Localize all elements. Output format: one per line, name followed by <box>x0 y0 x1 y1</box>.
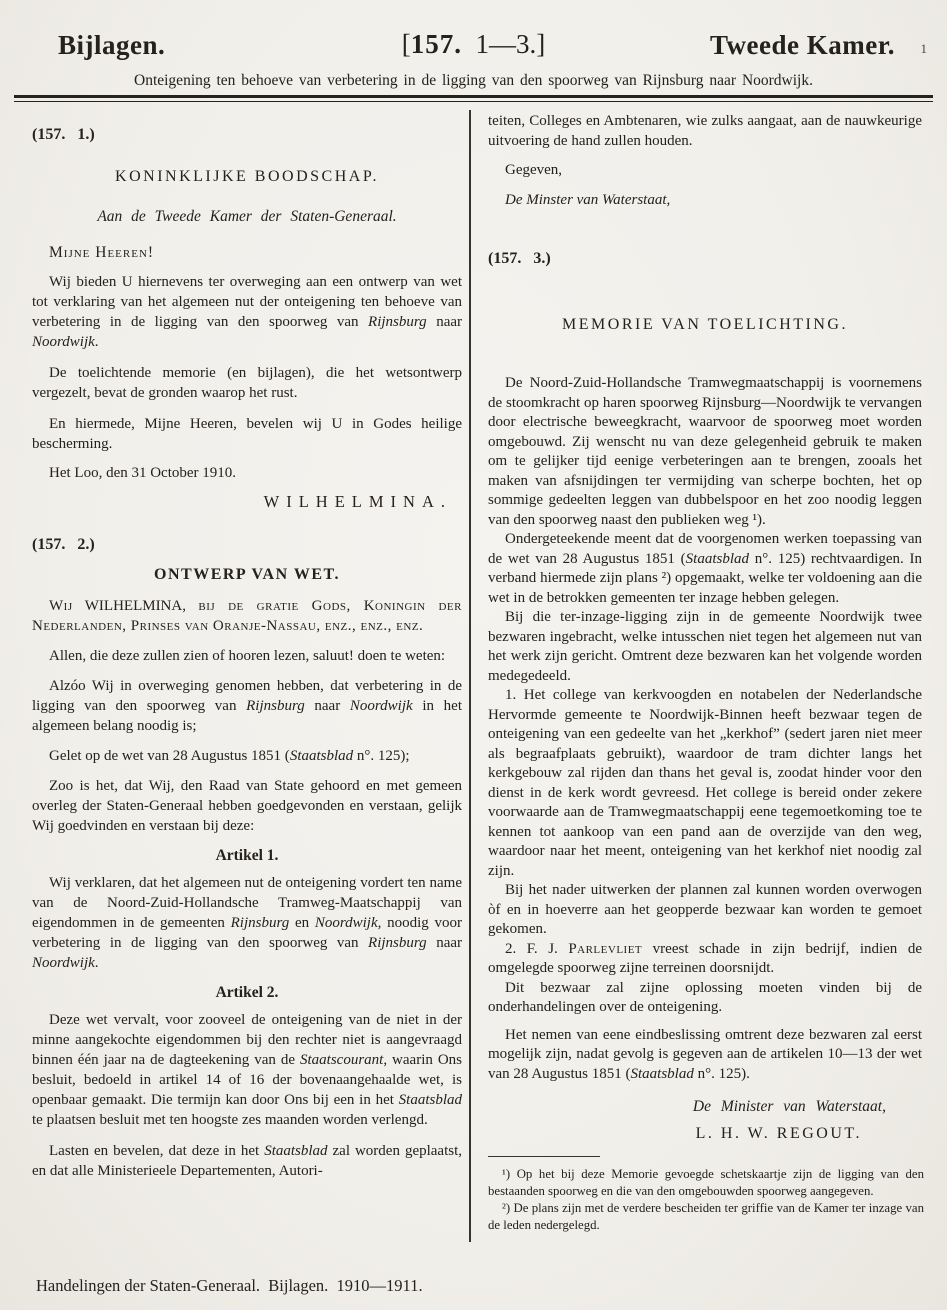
header-chamber-label: Tweede Kamer. <box>710 30 895 60</box>
doc1-title: KONINKLIJKE BOODSCHAP. <box>115 168 379 185</box>
doc2-artikel2-text: Deze wet vervalt, voor zooveel de onteigening van de niet in der minne aangekochte eigendommen bij den rechter niet is aangevraagd binnen één jaar na de dagteekening van de Staatscourant, waarin Ons besluit, bedoeld in artikel 14 of 16 der bovenaangehaalde wet, is openbaar gemaakt. Die termijn kan door Ons bij een in het Staatsblad te plaatsen besluit met ten hoogste zes maanden worden verlengd. <box>32 1012 462 1128</box>
left-column <box>32 112 462 1181</box>
doc1-address: Aan de Tweede Kamer der Staten-Generaal. <box>97 208 397 225</box>
footnotes-block <box>488 1156 924 1234</box>
header-rule-thin <box>14 101 933 102</box>
column-divider <box>469 110 471 1242</box>
header-section-label: Bijlagen. <box>58 30 166 60</box>
doc2-artikel1-heading: Artikel 1. <box>215 847 279 864</box>
doc2-paragraph-zoo: Zoo is het, dat Wij, den Raad van State gehoord en met gemeen overleg der Staten-Generaal hebben goedgevonden en verstaan, gelijk Wij goedvinden en verstaan bij deze: <box>32 778 462 834</box>
doc1-number: (157. 1.) <box>32 126 95 143</box>
doc3-signature-role: De Minister van Waterstaat, <box>692 1098 886 1115</box>
doc2-paragraph-alzoo: Alzóo Wij in overweging genomen hebben, dat verbetering in de ligging van den spoorweg van Rijnsburg naar Noordwijk in het algemeen belang noodig is; <box>32 678 462 734</box>
doc3-paragraph-3: Bij die ter-inzage-ligging zijn in de gemeente Noordwijk twee bezwaren ingebracht, welke intusschen niet tegen het algemeen nut van het werk zijn gericht. Omtrent deze bezwaren kan het volgende worden medegedeeld. <box>488 609 922 684</box>
doc3-paragraph-5: Bij het nader uitwerken der plannen zal kunnen worden overwogen òf en in hoeverre aan het geopperde bezwaar kan worden te gemoet gekomen. <box>488 882 922 937</box>
doc1-paragraph-2: De toelichtende memorie (en bijlagen), die het wetsontwerp vergezelt, bevat de gronden waarop het rust. <box>32 365 462 401</box>
doc1-dateline: Het Loo, den 31 October 1910. <box>49 465 237 481</box>
page-number: 1 <box>920 41 927 56</box>
doc2-gegeven: Gegeven, <box>505 162 563 178</box>
doc2-minister-line: De Minster van Waterstaat, <box>505 191 671 208</box>
doc2-continuation: teiten, Colleges en Ambtenaren, wie zulks aangaat, aan de nauwkeurige uitvoering de hand zullen houden. <box>488 113 922 149</box>
right-column <box>488 112 922 1143</box>
doc2-paragraph-lasten: Lasten en bevelen, dat deze in het Staatsblad zal worden geplaatst, en dat alle Ministerieele Departementen, Autori- <box>32 1143 463 1179</box>
header-rule-thick <box>14 95 933 98</box>
doc2-artikel2-heading: Artikel 2. <box>215 984 279 1001</box>
doc2-paragraph-gelet: Gelet op de wet van 28 Augustus 1851 (Staatsblad n°. 125); <box>49 748 410 764</box>
doc3-signature-name: L. H. W. REGOUT. <box>695 1125 862 1142</box>
doc3-paragraph-8: Het nemen van eene eindbeslissing omtrent deze bezwaren zal eerst mogelijk zijn, nadat gevolg is gegeven aan de artikelen 10—13 der wet van 28 Augustus 1851 (Staatsblad n°. 125). <box>488 1026 922 1082</box>
footnote-rule <box>488 1156 600 1157</box>
doc2-preamble: Wij WILHELMINA, bij de gratie Gods, Koningin der Nederlanden, Prinses van Oranje-Nassau, enz., enz., enz. <box>32 598 462 634</box>
doc1-paragraph-1: Wij bieden U hiernevens ter overweging aan een ontwerp van wet tot verklaring van het algemeen nut der onteigening ten behoeve van verbetering in de ligging van den spoorweg van Rijnsburg naar Noordwijk. <box>32 274 462 350</box>
doc3-paragraph-4: 1. Het college van kerkvoogden en notabelen der Nederlandsche Hervormde gemeente te Noordwijk-Binnen heeft bezwaar tegen de onteigening van een gedeelte van het „kerkhof” (sedert jaren niet meer als begraafplaats gebruikt), waardoor de tram dichter langs het kerkgebouw zal rijden dan thans het geval is, zoodat hinder voor den dienst in de kerk wordt gevreesd. Het college is bereid onder zekere voorwaarde aan de Tramwegmaatschappij eene tegemoetkoming toe te kennen tot aankoop van een pand aan de overzijde van den weg, waardoor naar het meent, onteigening van het kerkhof niet noodig zal zijn. <box>488 687 922 879</box>
footnote-2: ²) De plans zijn met de verdere bescheiden ter griffie van de Kamer ter inzage van de leden nedergelegd. <box>488 1201 924 1232</box>
doc3-title: MEMORIE VAN TOELICHTING. <box>562 316 848 333</box>
doc2-paragraph-allen: Allen, die deze zullen zien of hooren lezen, saluut! doen te weten: <box>49 648 446 664</box>
doc3-number: (157. 3.) <box>488 250 551 267</box>
doc2-title: ONTWERP VAN WET. <box>154 566 340 583</box>
header-document-number: [157. 1—3.] <box>401 29 546 59</box>
doc2-artikel1-text: Wij verklaren, dat het algemeen nut de onteigening vordert ten name van de Noord-Zuid-Hollandsche Tramweg-Maatschappij van eigendommen in de gemeenten Rijnsburg en Noordwijk, noodig voor verbetering in de ligging van den spoorweg van Rijnsburg naar Noordwijk. <box>32 875 462 971</box>
doc2-number: (157. 2.) <box>32 536 95 553</box>
footnote-1: ¹) Op het bij deze Memorie gevoegde schetskaartje zijn de ligging van den bestaanden spoorweg en die van den omgebouwden spoorweg aangegeven. <box>488 1167 924 1198</box>
doc3-paragraph-2: Ondergeteekende meent dat de voorgenomen werken toepassing van de wet van 28 Augustus 1851 (Staatsblad n°. 125) rechtvaardigen. In verband hiermede zijn plans ²) opgemaakt, welke ter voldoening aan die wet in de betrokken gemeenten ter inzage hebben gelegen. <box>488 531 922 606</box>
doc3-paragraph-1: De Noord-Zuid-Hollandsche Tramwegmaatschappij is voornemens de stoomkracht op haren spoorweg Rijnsburg—Noordwijk te vervangen door electrische beweegkracht, waarvoor de spoorweg moet worden omgebouwd. Zij wenscht nu van deze gelegenheid gebruik te maken om te gelijker tijd eenige verbeteringen aan te brengen, zooals het maken van afsnijdingen ter vermijding van scherpe bochten, het op sommige gedeelten leggen van dubbelspoor en het zoo noodig leggen van den spoorweg naast den publieken weg ¹). <box>488 375 922 528</box>
doc1-salutation: Mijne Heeren! <box>49 244 155 261</box>
page-footer: Handelingen der Staten-Generaal. Bijlagen. 1910—1911. <box>36 1276 423 1295</box>
doc1-paragraph-3: En hiermede, Mijne Heeren, bevelen wij U in Godes heilige bescherming. <box>32 416 462 452</box>
doc3-paragraph-7: Dit bezwaar zal zijne oplossing moeten vinden bij de onderhandelingen over de onteigening. <box>488 979 922 1015</box>
document-subtitle: Onteigening ten behoeve van verbetering in de ligging van den spoorweg van Rijnsburg naar Noordwijk. <box>134 72 813 89</box>
doc3-paragraph-6: 2. F. J. Parlevliet vreest schade in zijn bedrijf, indien de omgelegde spoorweg zijne terreinen doorsnijdt. <box>488 940 922 976</box>
doc1-signature: WILHELMINA. <box>263 492 452 511</box>
